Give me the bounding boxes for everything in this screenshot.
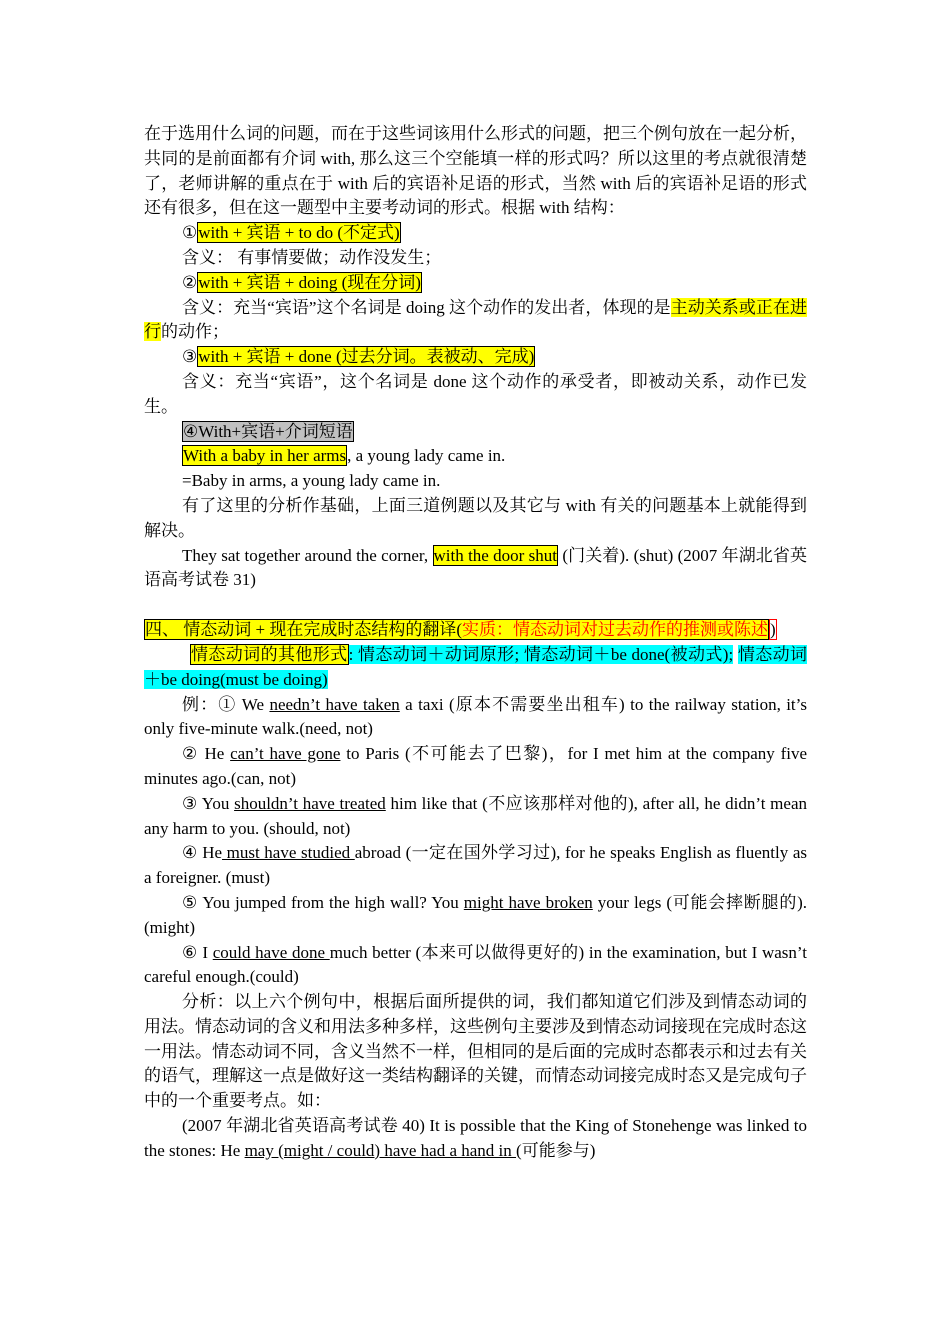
with-to-do-label: with + 宾语 + to do (不定式): [198, 223, 400, 243]
meaning-highlight: 主动关系或正在进行: [144, 297, 807, 342]
example-answer: shouldn’t have treated: [234, 793, 386, 813]
meaning-text: 的动作；: [161, 322, 229, 342]
example-highlight: with the door shut: [433, 545, 558, 565]
example-text: (可能参与): [516, 1140, 596, 1160]
example-text: , a young lady came in.: [347, 446, 506, 466]
section-4-note: 实质：情态动词对过去动作的推测或陈述: [462, 620, 769, 640]
example-text: a taxi (原本不需要坐出租车) to the railway station, it’s only five-minute walk.(need, not): [144, 694, 807, 739]
meaning-text: 含义：充当“宾语”这个名词是 doing 这个动作的发出者，体现的是: [182, 297, 671, 317]
intro-paragraph: 在于选用什么词的问题，而在于这些词该用什么形式的问题，把三个例句放在一起分析，共同的是前面都有介词 with, 那么这三个空能填一样的形式吗？所以这里的考点就很清楚了，老师讲解的重点在于 with 后的宾语补足语的形式，当然 with 后的宾语补足语的形式还有很多，但在这一题型中主要考动词的形式。根据 with 结构：: [144, 124, 807, 218]
with-doing-label: with + 宾语 + doing (现在分词): [198, 272, 421, 292]
example-text: They sat together around the corner,: [182, 545, 433, 565]
with-prep-example-2: =Baby in arms, a young lady came in.: [182, 471, 441, 491]
example-2: [144, 742, 807, 792]
with-prep-label: ④With+宾语+介词短语: [183, 421, 353, 441]
example-text: to Paris (不可能去了巴黎)，for I met him at the company five minutes ago.(can, not): [144, 744, 808, 788]
section-4-heading: [144, 618, 807, 643]
example-answer: needn’t have taken: [269, 694, 400, 714]
other-forms-text: 情态动词＋be doing(must be doing): [144, 644, 808, 689]
example-6: [144, 941, 807, 991]
with-prep-example: [144, 444, 807, 469]
with-doing-meaning: [144, 296, 807, 346]
example-text: ⑥ I: [182, 942, 213, 962]
example-text: abroad (一定在国外学习过), for he speaks English as fluently as a foreigner. (must): [144, 843, 807, 888]
example-text: ② He: [182, 744, 231, 764]
section-4-box: [144, 619, 769, 640]
other-forms-text: : 情态动词＋动词原形; 情态动词＋be done(被动式);: [348, 644, 734, 664]
item-number: ②: [182, 272, 198, 292]
with-doing-item: [144, 271, 807, 296]
exam-example: [144, 544, 807, 594]
example-text: him like that (不应该那样对他的), after all, he didn’t mean any harm to you. (should, not): [144, 793, 807, 838]
item-number: ③: [182, 347, 198, 367]
example-answer: can’t have gone: [230, 744, 341, 764]
example-text: (2007 年湖北省英语高考试卷 40) It is possible that the King of Stonehenge was linked to the stones: He: [144, 1116, 807, 1160]
example-3: [144, 792, 807, 842]
example-answer: may (might / could) have had a hand in: [244, 1140, 517, 1160]
other-forms: [144, 643, 807, 693]
analysis-paragraph: 分析：以上六个例句中，根据后面所提供的词，我们都知道它们涉及到情态动词的用法。情态动词的含义和用法多种多样，这些例句主要涉及到情态动词接现在完成时态这一用法。情态动词不同，含义当然不一样，但相同的是后面的完成时态都表示和过去有关的语气，理解这一点是做好这一类结构翻译的关键，而情态动词接完成时态又是完成句子中的一个重要考点。如：: [144, 992, 807, 1111]
example-text: ④ He: [182, 843, 223, 863]
example-4: [144, 841, 807, 891]
document-page: [144, 122, 807, 1164]
final-example: [144, 1114, 807, 1164]
summary-paragraph: 有了这里的分析作基础，上面三道例题以及其它与 with 有关的问题基本上就能得到解决。: [144, 495, 807, 540]
example-text: ③ You: [182, 793, 235, 813]
with-done-meaning: 含义：充当“宾语”，这个名词是 done 这个动作的承受者，即被动关系，动作已发生。: [144, 371, 807, 416]
example-text: (门关着). (shut) (2007 年湖北省英语高考试卷 31): [144, 545, 807, 590]
with-to-do-item: [144, 221, 807, 246]
spacer: [144, 593, 807, 618]
example-5: [144, 891, 807, 941]
with-to-do-meaning: 含义： 有事情要做；动作没发生；: [182, 247, 442, 267]
other-forms-label: 情态动词的其他形式: [191, 644, 348, 664]
with-done-item: [144, 345, 807, 370]
with-prep-item: [144, 420, 807, 445]
paren: ): [770, 620, 776, 640]
section-4-title: 四、 情态动词 + 现在完成时态结构的翻译: [145, 620, 457, 640]
example-answer: must have studied: [222, 843, 355, 863]
example-1: [144, 693, 807, 743]
example-text: ⑤ You jumped from the high wall? You: [182, 892, 464, 912]
example-answer: might have broken: [463, 892, 593, 912]
example-text: much better (本来可以做得更好的) in the examination, but I wasn’t careful enough.(could): [144, 942, 807, 987]
with-done-label: with + 宾语 + done (过去分词。表被动、完成): [198, 347, 535, 367]
example-answer: could have done: [212, 942, 330, 962]
example-highlight: With a baby in her arms: [183, 446, 347, 466]
item-number: ①: [182, 223, 198, 243]
example-text: your legs (可能会摔断腿的). (might): [144, 892, 807, 937]
paren: (: [456, 620, 463, 640]
example-text: 例：① We: [182, 694, 270, 714]
